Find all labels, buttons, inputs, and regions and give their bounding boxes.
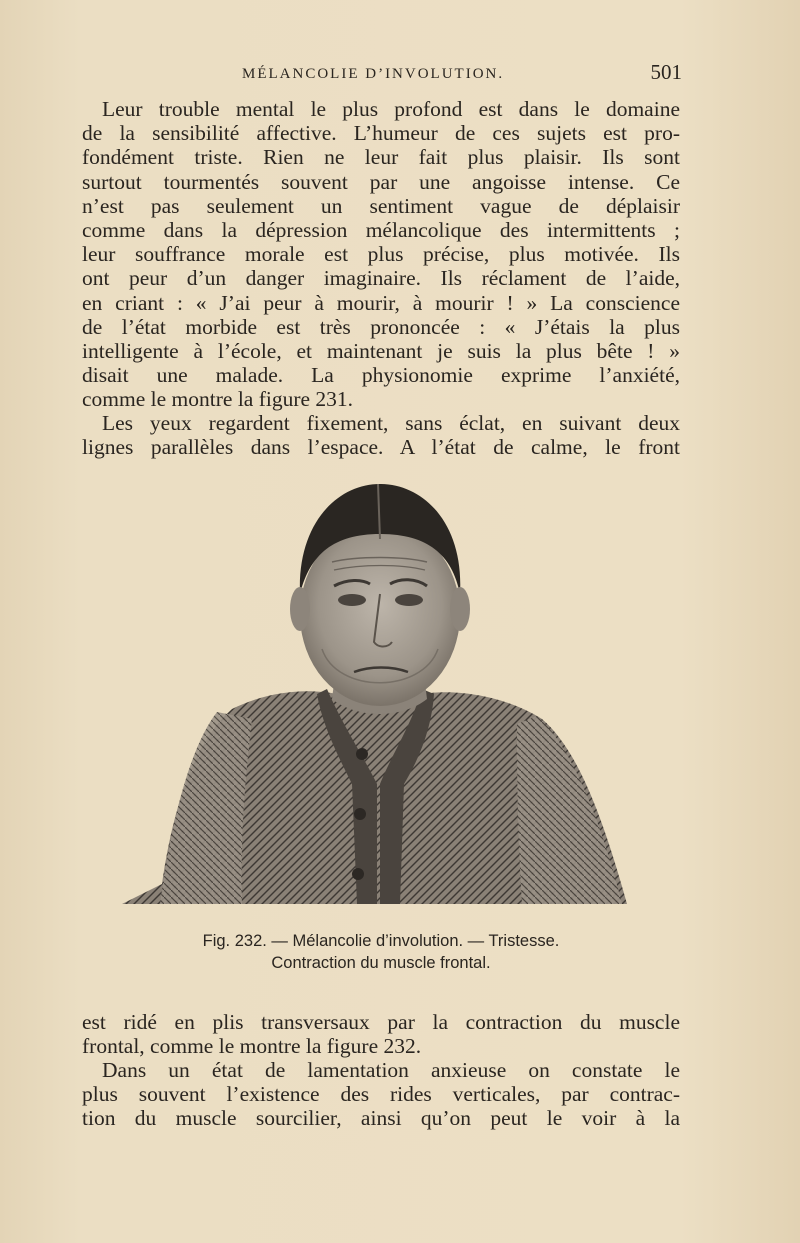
figure-caption (82, 930, 680, 974)
portrait-photo (122, 484, 628, 907)
text-line: surtout tourmentés souvent par une angoisse intense. Ce (82, 169, 680, 194)
text-line: frontal, comme le montre la figure 232. (82, 1034, 422, 1059)
text-line: comme le montre la figure 231. (82, 387, 354, 412)
text-line: leur souffrance morale est plus précise, plus motivée. Ils (82, 242, 680, 267)
text-line: Leur trouble mental le plus profond est dans le domaine (102, 97, 680, 121)
caption-line: Contraction du muscle frontal. (271, 954, 491, 972)
caption-line: Fig. 232. — Mélancolie d’involution. — Tristesse. (202, 932, 560, 950)
text-line: lignes parallèles dans l’espace. A l’état de calme, le front (82, 435, 680, 460)
text-line: disait une malade. La physionomie exprime l’anxiété, (82, 363, 680, 388)
running-title: MÉLANCOLIE D’INVOLUTION. (242, 66, 505, 82)
text-line: en criant : « J’ai peur à mourir, à mourir ! » La conscience (82, 290, 680, 315)
text-line: Les yeux regardent fixement, sans éclat, en suivant deux (102, 411, 680, 435)
running-head (82, 60, 682, 90)
text-line: de l’état morbide est très prononcée : « J’étais la plus (82, 314, 680, 339)
text-line: intelligente à l’école, et maintenant je suis la plus bête ! » (82, 339, 680, 364)
paragraph-4 (82, 1058, 680, 1131)
paragraph-1 (82, 97, 680, 412)
text-line: tion du muscle sourcilier, ainsi qu’on peut le voir à la (82, 1106, 680, 1131)
text-line: Dans un état de lamentation anxieuse on constate le (102, 1058, 680, 1082)
text-line: plus souvent l’existence des rides verticales, par contrac- (82, 1082, 680, 1107)
text-line: ont peur d’un danger imaginaire. Ils réclament de l’aide, (82, 266, 680, 291)
paragraph-2 (82, 411, 680, 459)
paragraph-3 (82, 1010, 680, 1058)
text-line: est ridé en plis transversaux par la contraction du muscle (82, 1010, 680, 1034)
text-line: fondément triste. Rien ne leur fait plus plaisir. Ils sont (82, 145, 680, 170)
text-line: de la sensibilité affective. L’humeur de ces sujets est pro- (82, 121, 680, 146)
portrait-figure (122, 484, 628, 907)
page-number: 501 (650, 60, 682, 84)
text-line: n’est pas seulement un sentiment vague de déplaisir (82, 193, 680, 218)
text-line: comme dans la dépression mélancolique des intermittents ; (82, 218, 680, 243)
